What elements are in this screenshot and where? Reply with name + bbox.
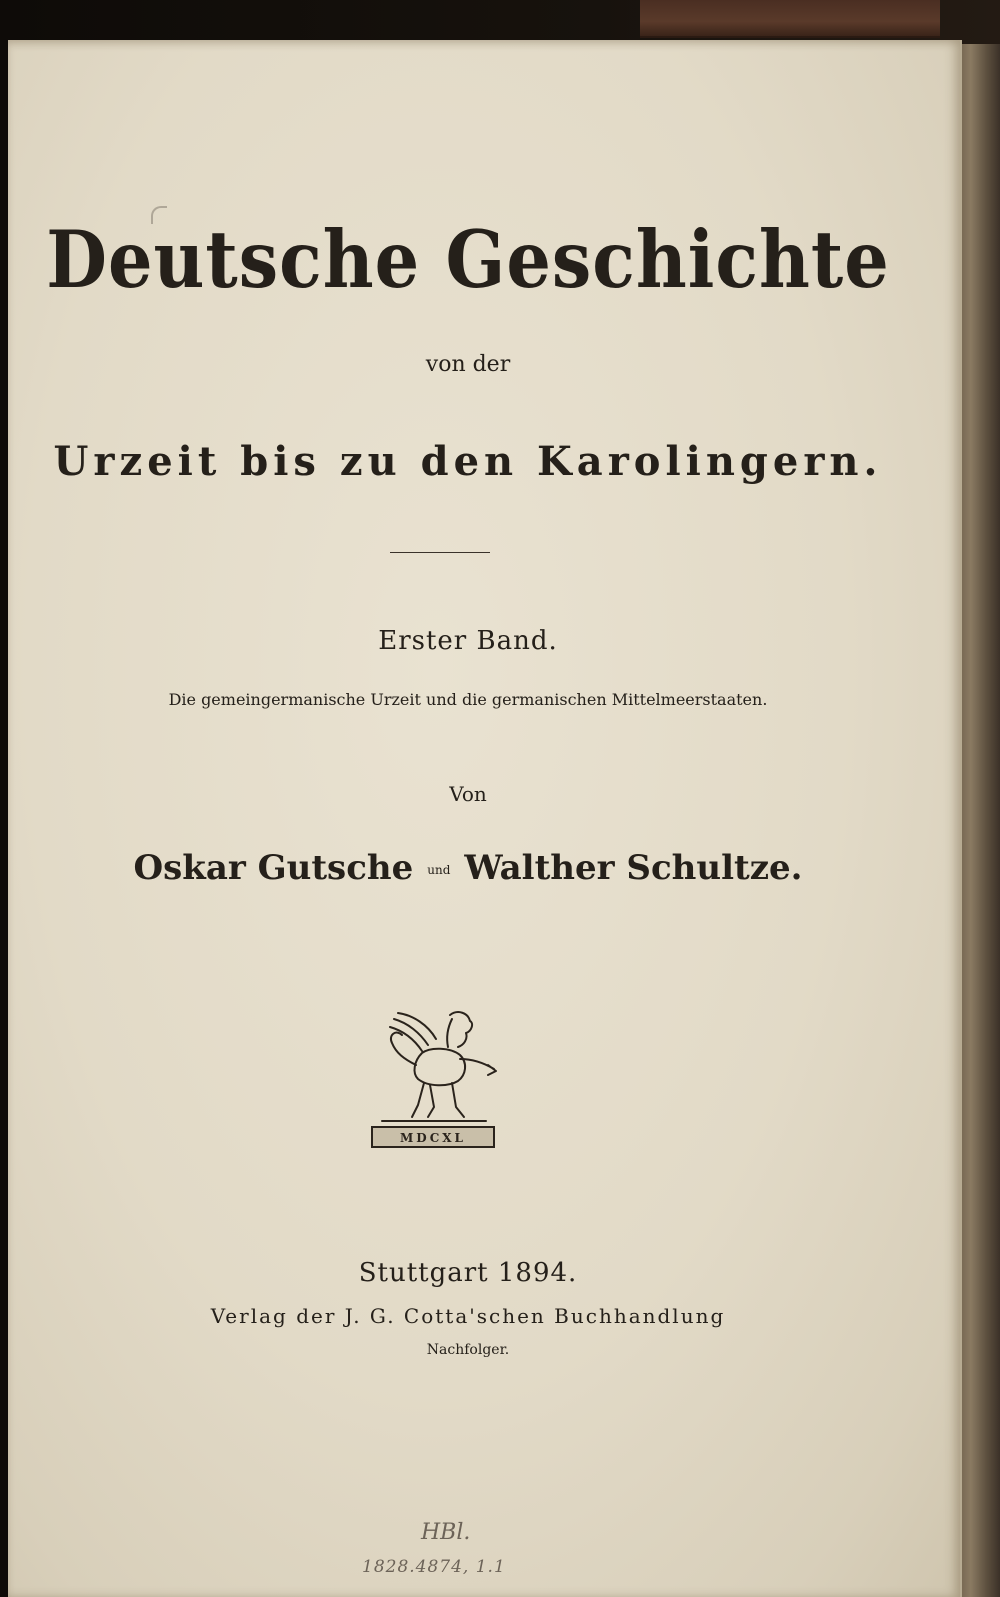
shelfmark-initials: HBl.	[421, 1520, 471, 1545]
author-1: Oskar Gutsche	[133, 848, 414, 888]
divider-rule	[390, 552, 490, 553]
volume-label: Erster Band.	[378, 626, 558, 656]
emblem-plaque-text: MDCXL	[400, 1131, 466, 1145]
author-2: Walther Schultze.	[464, 848, 803, 888]
publisher-name: Verlag der J. G. Cotta'schen Buchhandlung	[210, 1304, 726, 1328]
byline-label: Von	[449, 782, 487, 806]
griffin-emblem-icon	[368, 1003, 498, 1148]
title-connector: von der	[425, 352, 511, 377]
publisher-suffix: Nachfolger.	[426, 1342, 510, 1358]
authors-line	[8, 848, 928, 888]
book-subtitle: Urzeit bis zu den Karolingern.	[53, 438, 883, 485]
author-conjunction: und	[427, 863, 451, 877]
title-page	[8, 40, 962, 1597]
place-and-year: Stuttgart 1894.	[358, 1258, 578, 1288]
book-cover-edge	[640, 0, 940, 38]
volume-subtitle: Die gemeingermanische Urzeit und die germanischen Mittelmeerstaaten.	[168, 690, 768, 709]
book-title: Deutsche Geschichte	[46, 213, 890, 306]
shelfmark-number: 1828.4874, 1.1	[362, 1557, 506, 1577]
